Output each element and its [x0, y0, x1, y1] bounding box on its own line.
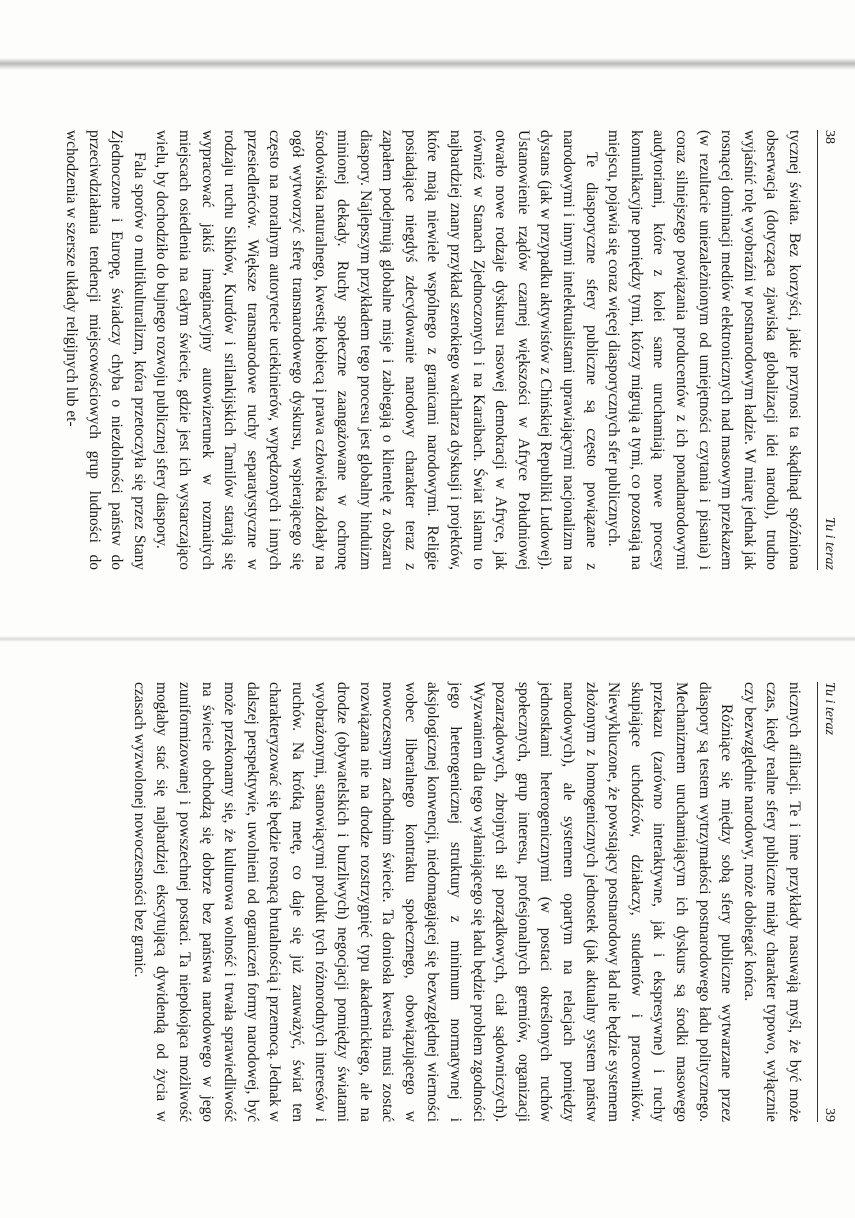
book-gutter — [0, 636, 855, 642]
left-running-head — [817, 130, 838, 570]
left-paragraph-3: Fala sporów o multikulturalizm, która przetoczyła się przez Stany Zjednoczone i Europę, świadczy chyba o niezdolności państw do przeciwdziałania tendencji miejscowościowych grup ludności do wchodzenia w szersze układy religijnych lub et- — [63, 130, 148, 570]
left-page-number: 38 — [822, 130, 837, 144]
scan-edge-shadow — [0, 58, 855, 70]
right-running-title: Tu i teraz — [822, 682, 837, 735]
right-running-head — [817, 682, 838, 1122]
right-paragraph-2: Różniące się między sobą sfery publiczne wytwarzane przez diaspory są testem wytrzymałości postnarodowego ładu politycznego. Mechanizmem uruchamiającym ich dyskurs są środki masowego przekazu (zarówno interaktywne, jak i ekspresywne) i ruchy skupiające uchodźców, działaczy, studentów i pracowników. Niewykluczone, że powstający postnarodowy ład nie będzie systemem złożonym z homogenicznych jednostek (jak aktualny system państw narodowych), ale systemem opartym na relacjach pomiędzy jednostkami heterogenicznymi (w postaci określonych ruchów społecznych, grup interesu, profesjonalnych gremiów, organizacji pozarządowych, zbrojnych sił porządkowych, ciał sądowniczych). Wyzwaniem dla tego wyłaniającego się ładu będzie problem zgodności jego heterogenicznej struktury z minimum normatywnej i aksjologicznej konwencji, niedomagającej się bezwzględnej wierności wobec liberalnego kontraktu społecznego, obowiązującego w nowoczesnym zachodnim świecie. Ta doniosła kwestia musi zostać rozwiązana nie na drodze rozstrzygnięć typu akademickiego, ale na drodze (obywatelskich i burzliwych) negocjacji pomiędzy światami wyobrażonymi, stanowiącymi produkt tych różnorodnych interesów i ruchów. Na krótką metę, co daje się już zauważyć, świat ten charakteryzować się będzie rosnącą brutalnością i przemocą. Jednak w dalszej perspektywie, uwolnieni od ograniczeń formy narodowej, być może przekonamy się, że kulturowa wolność i trwała sprawiedliwość na świecie obchodzą się dobrze bez państwa narodowego w jego zuniformizowanej i powszechnej postaci. Ta niepokojąca możliwość mogłaby stać się najbardziej ekscytującą dywidendą od życia w czasach wyzwolonej nowoczesności bez granic. — [130, 682, 736, 1122]
right-page — [118, 682, 838, 1122]
left-paragraph-1: tycznej świata. Bez korzyści, jakie przynosi ta skądinąd spóźniona obserwacja (dotycząca zjawiska globalizacji idei narodu), trudno wyjaśnić rolę wyobraźni w postnarodowym ładzie. W miarę jednak jak rosnącej dominacji mediów elektronicznych nad masowym przekazem (w rezultacie uniezależnionym od umiejętności czytania i pisania) i coraz silniejszego powiązania producentów z ich ponadnarodowymi audytoriami, które z kolei same uruchamiają nowe procesy komunikacyjne pomiędzy tymi, którzy migrują a tymi, co pozostają na miejscu, pojawia się coraz więcej diasporycznych sfer publicznych. — [605, 130, 803, 570]
right-paragraph-1: nicznych afiliacji. Te i inne przykłady nasuwają myśl, że być może czas, kiedy realne sfery publiczne miały charakter typowo, wyłącznie czy bezwzględnie narodowy, może dobiegać końca. — [740, 682, 803, 1122]
left-paragraph-2: Te diasporyczne sfery publiczne są często powiązane z narodowymi i innymi intelektualistami uprawiającymi nacjonalizm na dystans (jak w przypadku aktywistów z Chińskiej Republiki Ludowej). Ustanowienie rządów czarnej większości w Afryce Południowej otwarło nowe rodzaje dyskursu rasowej demokracji w Afryce, jak również w Stanach Zjednoczonych i na Karaibach. Świat islamu to najbardziej znany przykład szerokiego wachlarza dyskusji i projektów, które mają niewiele wspólnego z granicami narodowymi. Religie posiadające niegdyś zdecydowanie narodowy charakter teraz z zapałem podejmują globalne misje i zabiegają o klientelę z obszaru diaspory. Najlepszym przykładem tego procesu jest globalny hinduizm minionej dekady. Ruchy społeczne zaangażowane w ochronę środowiska naturalnego, kwestię kobiecą i prawa człowieka zdołały na ogół wytworzyć sferę transnarodowego dyskursu, wspierającego się często na moralnym autorytecie uciekinierów, wypędzonych i innych przesiedleńców. Większe transnarodowe ruchy separatystyczne w rodzaju ruchu Sikhów, Kurdów i srilankijskich Tamilów starają się wypracować jakiś imaginacyjny autowizerunek w rozmaitych miejscach osiedlenia na całym świecie, gdzie jest ich wystarczająco wielu, by dochodziło do bujnego rozwoju publicznej sfery diaspory. — [153, 130, 600, 570]
right-page-number: 39 — [822, 1108, 837, 1122]
left-page — [63, 130, 838, 570]
left-running-title: Tu i teraz — [822, 517, 837, 570]
